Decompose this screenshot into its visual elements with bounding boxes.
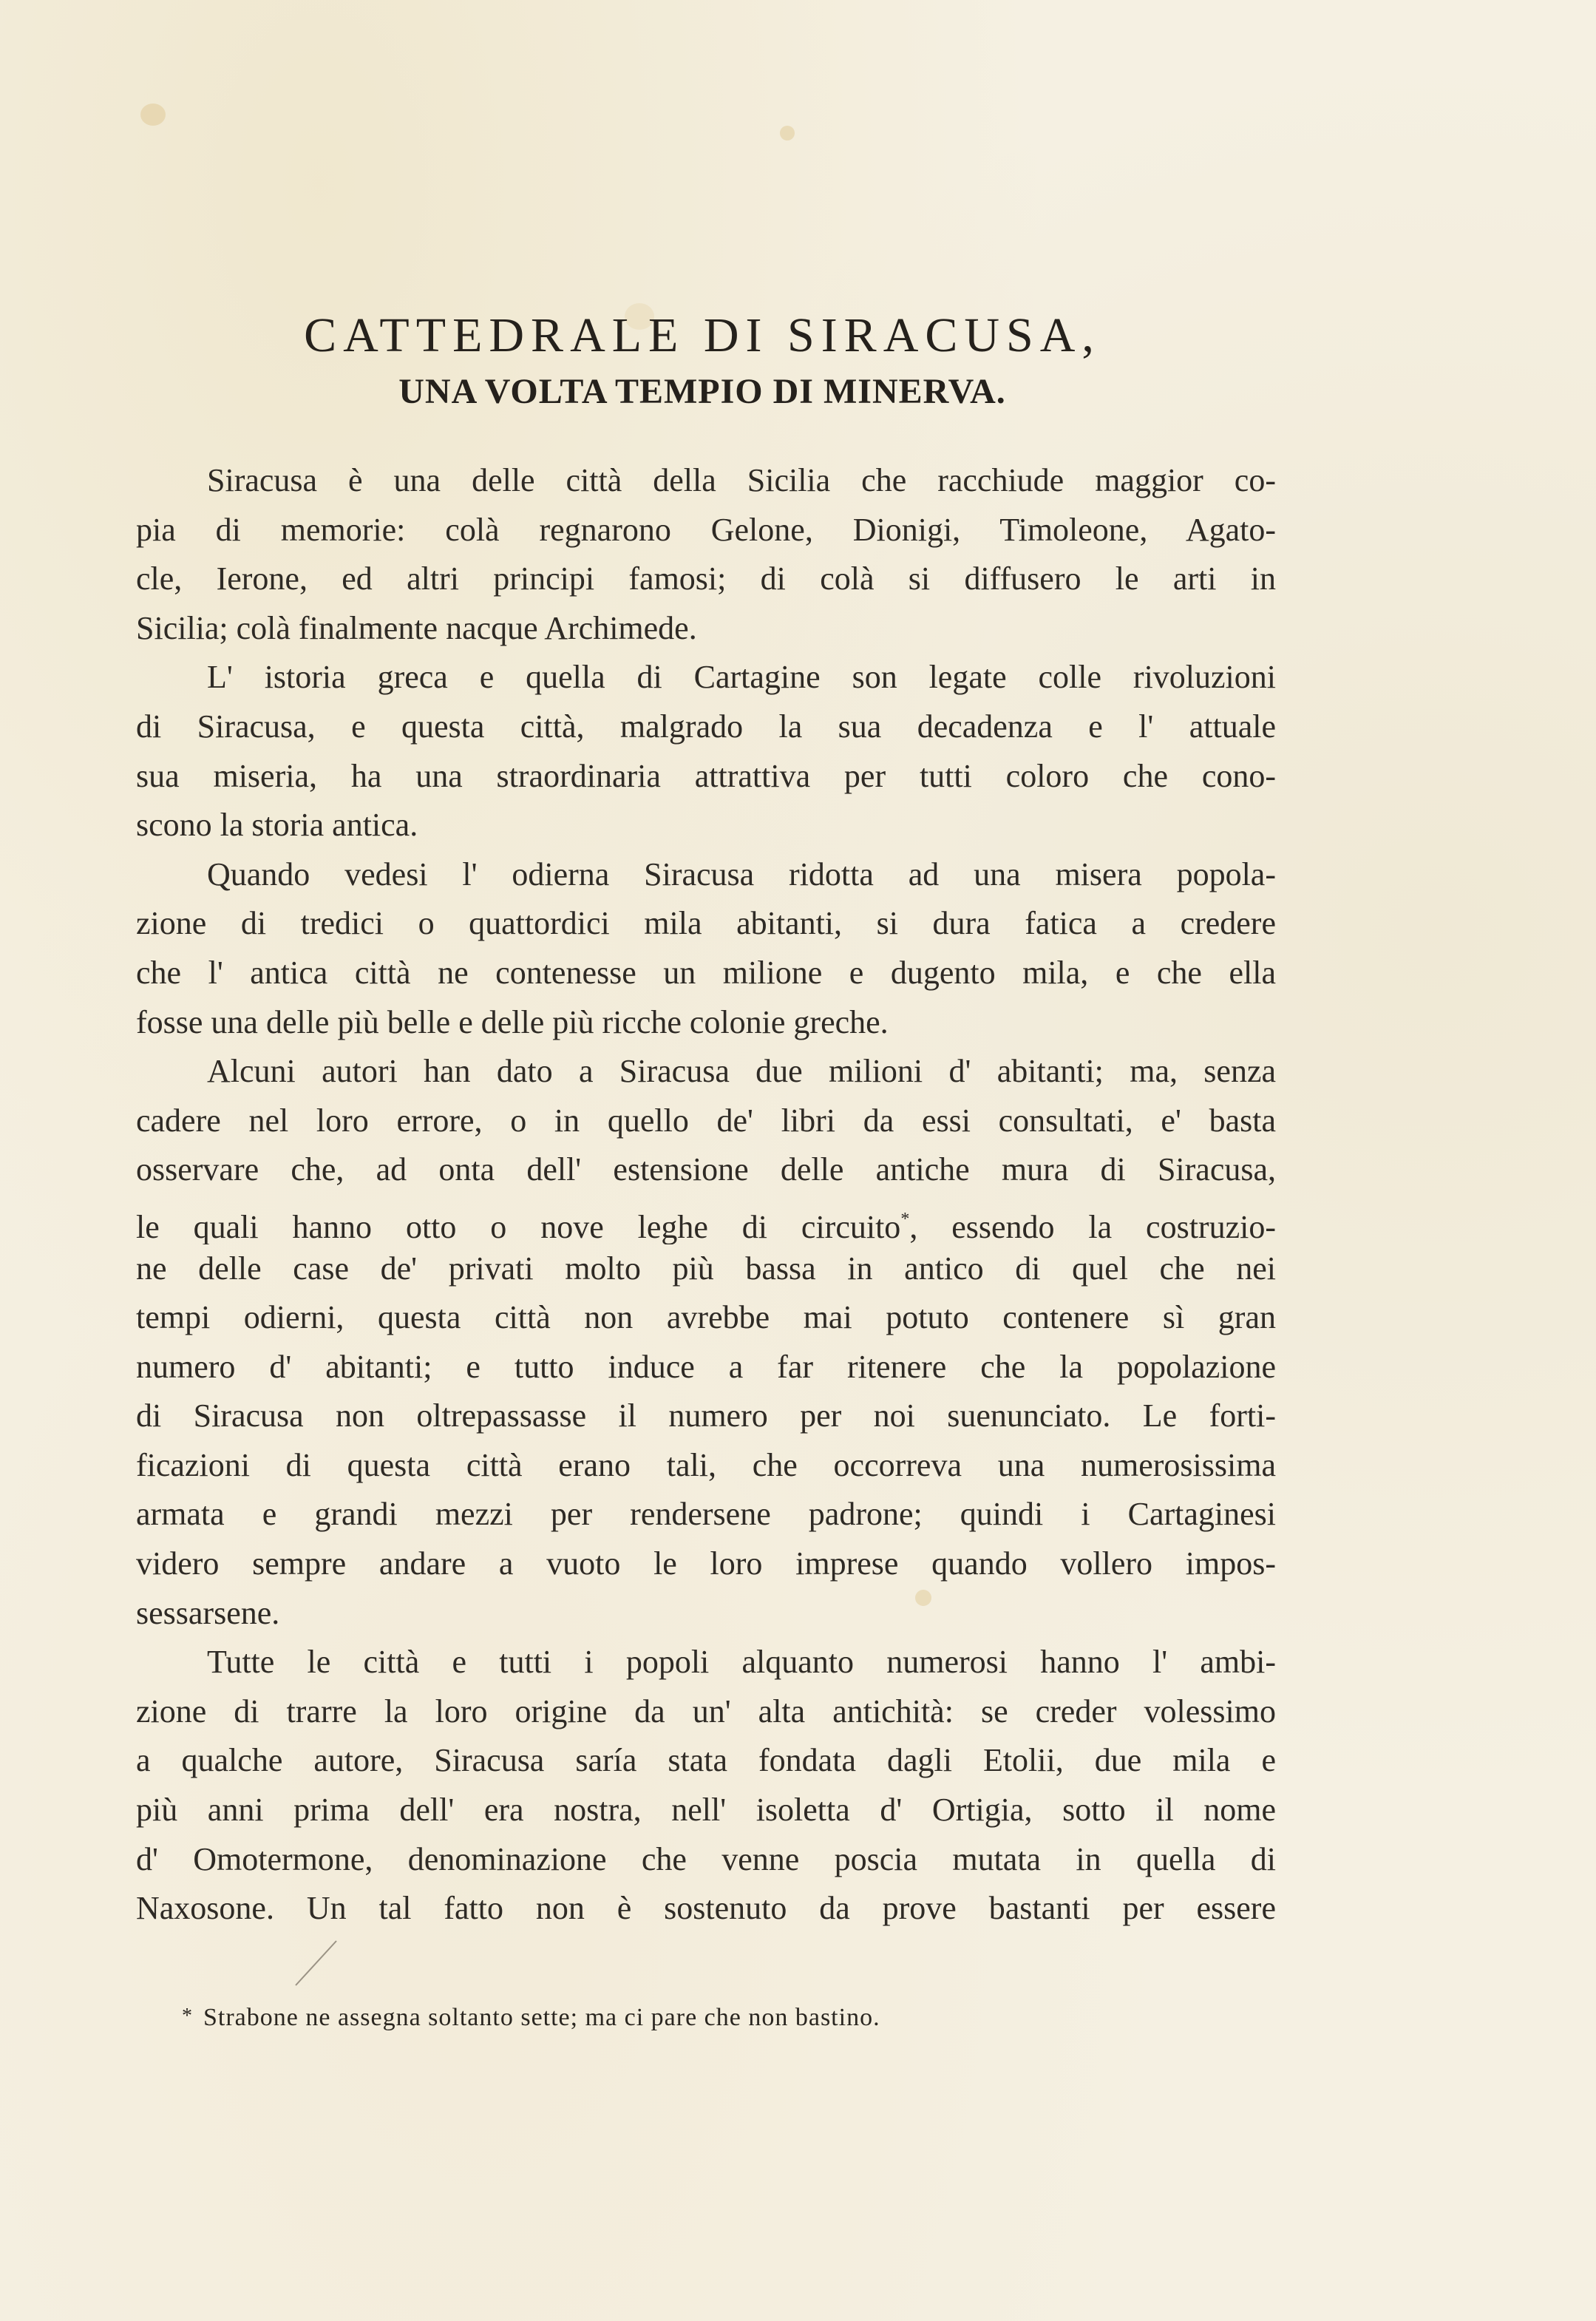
foxing-stain [780,126,795,140]
text-line: Quando vedesi l' odierna Siracusa ridotta ad una misera popola- [207,855,1276,892]
text-line: di Siracusa non oltrepassasse il numero per noi suenunciato. Le forti- [136,1397,1276,1434]
pencil-mark [292,1937,344,1989]
text-line: cadere nel loro errore, o in quello de' libri da essi consultati, e' basta [136,1102,1276,1139]
text-line-with-footnote-ref [136,1195,1276,1244]
text-line: d' Omotermone, denominazione che venne poscia mutata in quella di [136,1840,1276,1877]
text-line: zione di tredici o quattordici mila abitanti, si dura fatica a credere [136,905,1276,942]
text-line: pia di memorie: colà regnarono Gelone, Dionigi, Timoleone, Agato- [136,511,1276,548]
text-line: ne delle case de' privati molto più bassa in antico di quel che nei [136,1250,1276,1287]
text-line: scono la storia antica. [136,807,418,844]
footnote-text: Strabone ne assegna soltanto sette; ma ci pare che non bastino. [203,2004,880,2031]
footnote-reference: * [900,1209,910,1229]
text-line: osservare che, ad onta dell' estensione delle antiche mura di Siracusa, [136,1151,1276,1188]
text-line: Tutte le città e tutti i popoli alquanto numerosi hanno l' ambi- [207,1644,1276,1681]
text-line: cle, Ierone, ed altri principi famosi; di colà si diffusero le arti in [136,560,1276,597]
text-line: zione di trarre la loro origine da un' alta antichità: se creder volessimo [136,1693,1276,1729]
text-line: armata e grandi mezzi per rendersene padrone; quindi i Cartaginesi [136,1496,1276,1533]
text-line: che l' antica città ne contenesse un milione e dugento mila, e che ella [136,954,1276,991]
footnote [182,2004,880,2032]
text-line: fosse una delle più belle e delle più ricche colonie greche. [136,1003,889,1040]
text-fragment: le quali hanno otto o nove leghe di circuito [136,1208,901,1244]
text-line: Naxosone. Un tal fatto non è sostenuto da prove bastanti per essere [136,1890,1276,1927]
text-line: sua miseria, ha una straordinaria attrattiva per tutti coloro che cono- [136,757,1276,794]
footnote-mark: * [182,2005,193,2027]
text-line: Siracusa è una delle città della Sicilia che racchiude maggior co- [207,462,1276,498]
text-line: Sicilia; colà finalmente nacque Archimede. [136,609,697,646]
text-line: più anni prima dell' era nostra, nell' isoletta d' Ortigia, sotto il nome [136,1792,1276,1829]
body-text [136,456,1276,1934]
text-fragment: , essendo la costruzio- [909,1208,1276,1244]
page-title: CATTEDRALE DI SIRACUSA, [304,308,1101,363]
text-line: di Siracusa, e questa città, malgrado la sua decadenza e l' attuale [136,708,1276,745]
text-line: Alcuni autori han dato a Siracusa due milioni d' abitanti; ma, senza [207,1053,1276,1090]
text-line: videro sempre andare a vuoto le loro imprese quando vollero impos- [136,1545,1276,1582]
text-line: ficazioni di questa città erano tali, che occorreva una numerosissima [136,1446,1276,1483]
foxing-stain [140,104,166,126]
text-line: tempi odierni, questa città non avrebbe mai potuto contenere sì gran [136,1299,1276,1336]
text-line: numero d' abitanti; e tutto induce a far ritenere che la popolazione [136,1348,1276,1385]
text-line: L' istoria greca e quella di Cartagine son legate colle rivoluzioni [207,659,1276,696]
text-line: sessarsene. [136,1594,280,1631]
page-subtitle: UNA VOLTA TEMPIO DI MINERVA. [398,371,1006,411]
text-line: a qualche autore, Siracusa saría stata fondata dagli Etolii, due mila e [136,1742,1276,1779]
